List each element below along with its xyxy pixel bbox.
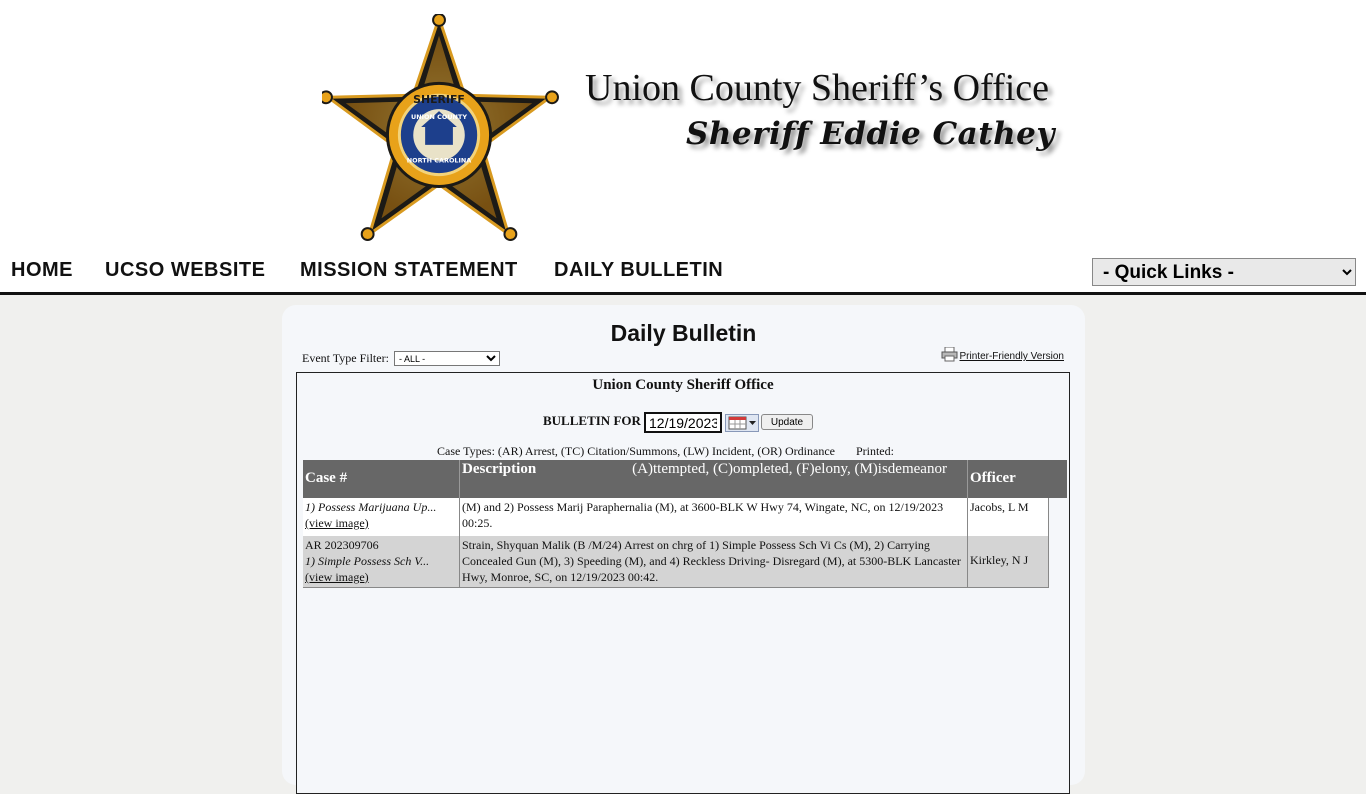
- officer-cell: Kirkley, N J: [968, 536, 1049, 587]
- svg-text:NORTH CAROLINA: NORTH CAROLINA: [406, 156, 472, 165]
- bulletin-panel: [282, 305, 1085, 785]
- description-cell: Strain, Shyquan Malik (B /M/24) Arrest on chrg of 1) Simple Possess Sch Vi Cs (M), 2) Carrying Concealed Gun (M), 3) Speeding (M), and 4) Reckless Driving- Disregard (M), at 5300-BLK Lancaster Hwy, Monroe, SC, on 12/19/2023 00:42.: [460, 536, 968, 587]
- case-types-text: Case Types: (AR) Arrest, (TC) Citation/Summons, (LW) Incident, (OR) Ordinance: [437, 444, 835, 458]
- bulletin-date-input[interactable]: [644, 412, 722, 433]
- nav-daily-bulletin[interactable]: DAILY BULLETIN: [554, 259, 724, 281]
- table-row: [303, 536, 1049, 588]
- calendar-picker-button[interactable]: [725, 414, 759, 432]
- nav-mission-statement[interactable]: MISSION STATEMENT: [300, 259, 518, 281]
- case-column-header: Case #: [303, 460, 460, 498]
- description-cell: (M) and 2) Possess Marij Paraphernalia (M), at 3600-BLK W Hwy 74, Wingate, NC, on 12/19/2023 00:25.: [460, 498, 968, 536]
- view-image-link[interactable]: (view image): [305, 516, 369, 530]
- event-type-filter-label: Event Type Filter:: [302, 351, 389, 365]
- nav-ucso-website[interactable]: UCSO WEBSITE: [105, 259, 266, 281]
- printer-friendly-link[interactable]: [941, 347, 1064, 362]
- calendar-icon: [726, 415, 758, 431]
- quick-links-select[interactable]: [1092, 258, 1356, 286]
- bulletin-report: [296, 372, 1070, 794]
- page-title: Daily Bulletin: [610, 320, 757, 346]
- printer-icon: [941, 347, 958, 362]
- case-cell: [303, 536, 460, 587]
- description-column-header: [460, 460, 968, 498]
- sheriff-name: Sheriff Eddie Cathey: [686, 116, 1055, 152]
- view-image-link[interactable]: (view image): [305, 570, 369, 584]
- officer-column-header: Officer: [970, 470, 1016, 486]
- printer-friendly-label: Printer-Friendly Version: [959, 351, 1064, 362]
- sheriff-badge-logo: [322, 14, 560, 242]
- description-header-legend: (A)ttempted, (C)ompleted, (F)elony, (M)isdemeanor: [632, 461, 947, 477]
- case-cell: [303, 498, 460, 536]
- case-types-legend: [437, 444, 894, 459]
- report-organization: Union County Sheriff Office: [592, 377, 774, 393]
- table-row: [303, 498, 1049, 537]
- update-button[interactable]: Update: [761, 414, 813, 430]
- offense-summary: 1) Possess Marijuana Up...: [305, 500, 437, 514]
- offense-summary: 1) Simple Possess Sch V...: [305, 554, 430, 568]
- svg-text:SHERIFF: SHERIFF: [413, 93, 465, 107]
- nav-divider: [0, 292, 1366, 295]
- officer-cell: Jacobs, L M: [968, 498, 1049, 536]
- site-title: Union County Sheriff’s Office: [585, 67, 1050, 109]
- table-header: [303, 460, 1067, 498]
- main-nav: [0, 256, 1366, 288]
- site-header: [0, 0, 1366, 292]
- nav-home[interactable]: HOME: [11, 259, 73, 281]
- description-header-label: Description: [462, 461, 537, 477]
- case-number: AR 202309706: [305, 538, 379, 552]
- event-type-filter-select[interactable]: [394, 351, 500, 366]
- svg-text:UNION COUNTY: UNION COUNTY: [411, 113, 468, 122]
- printed-label: Printed:: [855, 444, 894, 458]
- bulletin-for-label: BULLETIN FOR: [543, 413, 641, 428]
